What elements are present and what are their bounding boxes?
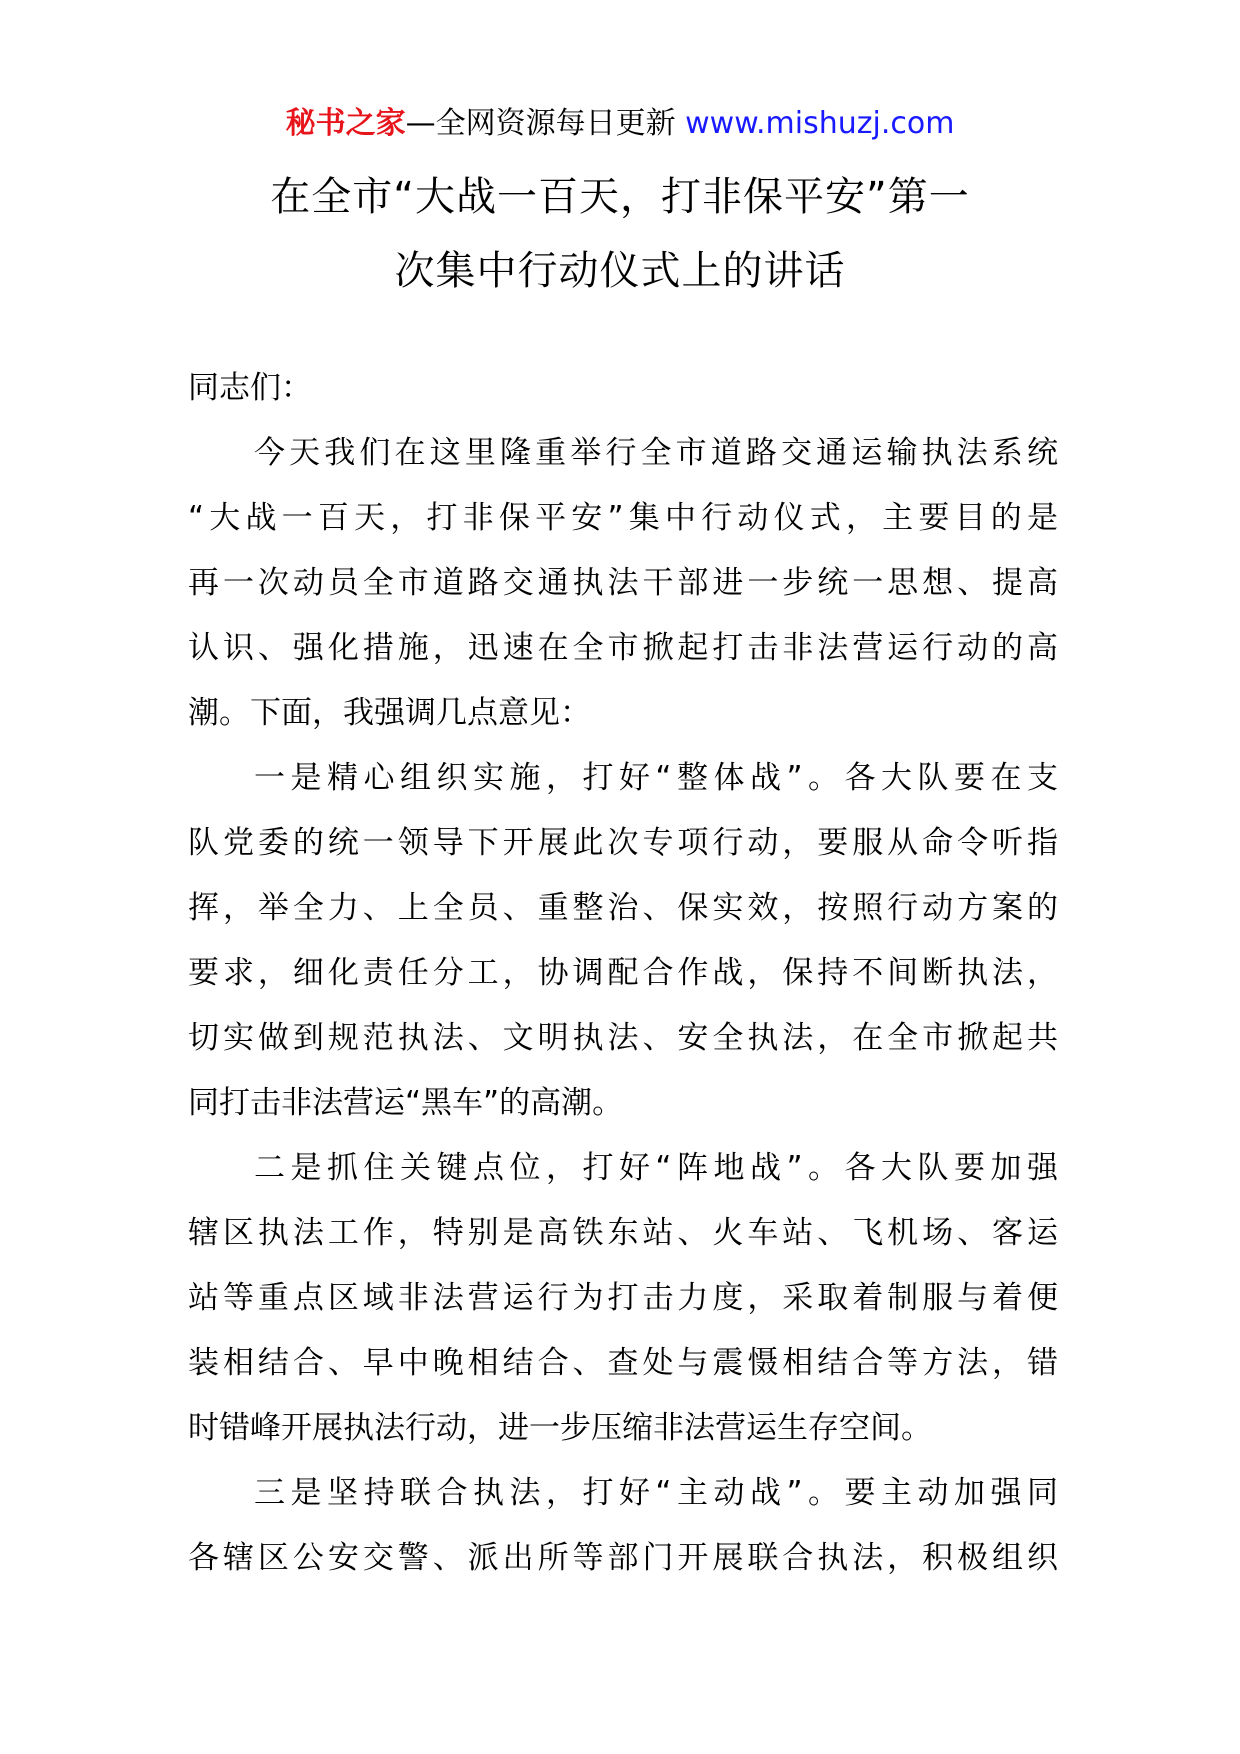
body-line: 队党委的统一领导下开展此次专项行动，要服从命令听指: [188, 825, 1058, 861]
document-body: [188, 356, 1058, 1591]
body-line: 切实做到规范执法、文明执法、安全执法，在全市掀起共: [188, 1020, 1058, 1056]
site-header: [0, 100, 1240, 148]
body-line: 要求，细化责任分工，协调配合作战，保持不间断执法，: [188, 955, 1058, 991]
body-line: 二是抓住关键点位，打好“阵地战”。各大队要加强: [254, 1150, 1058, 1186]
header-tagline: —全网资源每日更新: [405, 106, 686, 141]
body-line: 站等重点区域非法营运行为打击力度，采取着制服与着便: [188, 1280, 1058, 1316]
body-line: 三是坚持联合执法，打好“主动战”。要主动加强同: [254, 1475, 1058, 1511]
body-line: 今天我们在这里隆重举行全市道路交通运输执法系统: [254, 435, 1058, 471]
body-line: 潮。下面，我强调几点意见：: [188, 695, 591, 731]
brand-name: 秘书之家: [285, 106, 406, 141]
body-line: 一是精心组织实施，打好“整体战”。各大队要在支: [254, 760, 1058, 796]
salutation: 同志们：: [188, 370, 312, 406]
body-line: 同打击非法营运“黑车”的高潮。: [188, 1085, 624, 1121]
body-line: 挥，举全力、上全员、重整治、保实效，按照行动方案的: [188, 890, 1058, 926]
title-line-2: 次集中行动仪式上的讲话: [394, 248, 846, 294]
body-line: “大战一百天，打非保平安”集中行动仪式，主要目的是: [188, 500, 1058, 536]
body-line: 辖区执法工作，特别是高铁东站、火车站、飞机场、客运: [188, 1215, 1058, 1251]
body-line: 各辖区公安交警、派出所等部门开展联合执法，积极组织: [188, 1540, 1058, 1576]
document-title: [150, 160, 1090, 308]
body-line: 认识、强化措施，迅速在全市掀起打击非法营运行动的高: [188, 630, 1058, 666]
body-line: 时错峰开展执法行动，进一步压缩非法营运生存空间。: [188, 1410, 932, 1446]
body-line: 再一次动员全市道路交通执法干部进一步统一思想、提高: [188, 565, 1058, 601]
site-url[interactable]: www.mishuzj.com: [685, 106, 955, 141]
body-line: 装相结合、早中晚相结合、查处与震慑相结合等方法，错: [188, 1345, 1058, 1381]
title-line-1: 在全市“大战一百天，打非保平安”第一: [270, 174, 970, 220]
